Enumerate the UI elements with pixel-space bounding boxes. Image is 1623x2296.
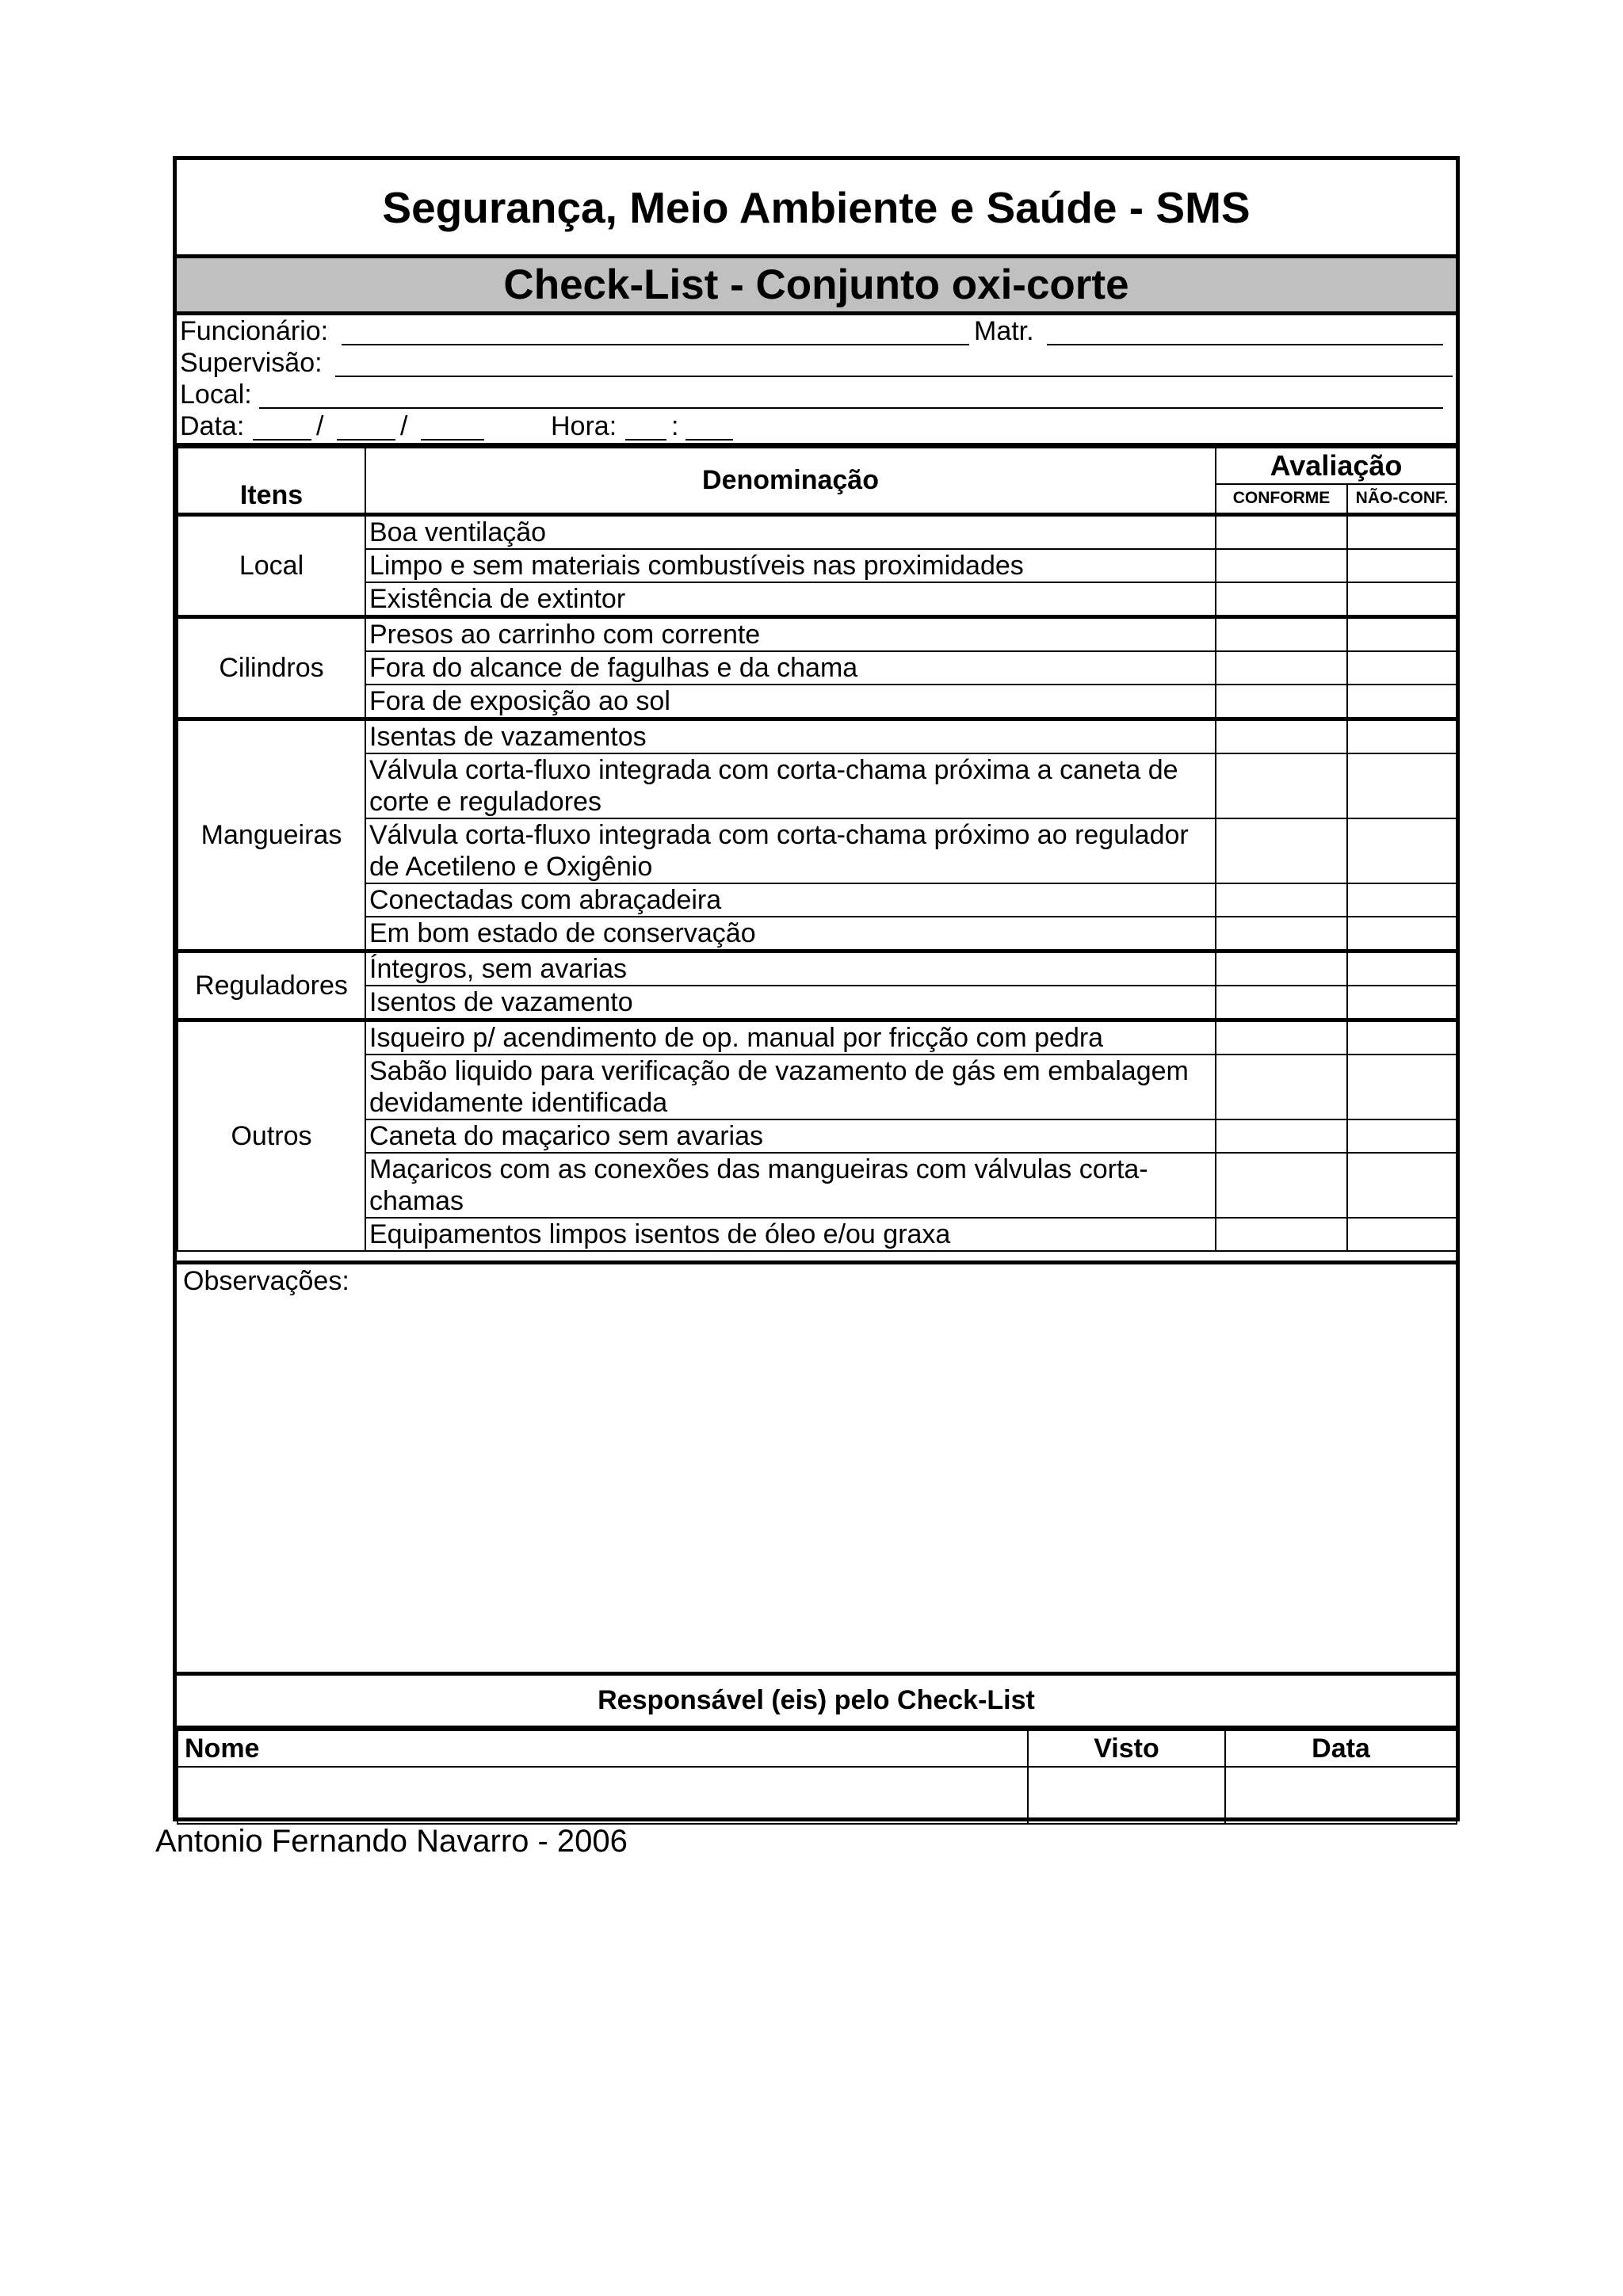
- funcionario-label: Funcionário:: [180, 316, 329, 346]
- data-label: Data:: [180, 411, 245, 441]
- visto-cell[interactable]: [1028, 1767, 1225, 1824]
- data-separator: /: [400, 411, 408, 441]
- observacoes-label: Observações:: [183, 1266, 349, 1296]
- nao-conforme-checkbox[interactable]: [1347, 1055, 1457, 1119]
- nao-conforme-checkbox[interactable]: [1347, 651, 1457, 685]
- hora-separator: :: [671, 411, 679, 441]
- nao-conforme-checkbox[interactable]: [1347, 883, 1457, 917]
- nao-conforme-checkbox[interactable]: [1347, 917, 1457, 952]
- author-footer: Antonio Fernando Navarro - 2006: [155, 1824, 628, 1859]
- conforme-checkbox[interactable]: [1216, 549, 1347, 582]
- table-row: [178, 818, 1457, 883]
- conforme-checkbox[interactable]: [1216, 1055, 1347, 1119]
- supervisao-label: Supervisão:: [180, 348, 323, 378]
- group-name: Local: [178, 514, 365, 616]
- conforme-checkbox[interactable]: [1216, 616, 1347, 651]
- data-month-line[interactable]: [337, 439, 395, 441]
- table-row: [178, 1218, 1457, 1251]
- conforme-checkbox[interactable]: [1216, 1218, 1347, 1251]
- nao-conforme-checkbox[interactable]: [1347, 1020, 1457, 1055]
- nao-conforme-checkbox[interactable]: [1347, 986, 1457, 1020]
- conforme-checkbox[interactable]: [1216, 514, 1347, 549]
- table-row: [178, 582, 1457, 617]
- matr-line[interactable]: [1047, 344, 1443, 345]
- item-description: Presos ao carrinho com corrente: [365, 616, 1216, 651]
- conforme-checkbox[interactable]: [1216, 685, 1347, 719]
- observacoes-area[interactable]: [177, 1261, 1456, 1676]
- item-description: Fora de exposição ao sol: [365, 685, 1216, 719]
- group-name: Reguladores: [178, 951, 365, 1020]
- supervisao-line[interactable]: [335, 376, 1453, 377]
- table-row: [178, 986, 1457, 1020]
- nao-conforme-checkbox[interactable]: [1347, 951, 1457, 986]
- item-description: Existência de extintor: [365, 582, 1216, 617]
- group-name: Cilindros: [178, 616, 365, 719]
- item-description: Isentos de vazamento: [365, 986, 1216, 1020]
- data-cell[interactable]: [1225, 1767, 1457, 1824]
- nome-cell[interactable]: [178, 1767, 1028, 1824]
- item-description: Isentas de vazamentos: [365, 719, 1216, 753]
- hora-label: Hora:: [551, 411, 617, 441]
- table-row: [178, 651, 1457, 685]
- responsaveis-table: [177, 1730, 1457, 1825]
- nao-conforme-checkbox[interactable]: [1347, 818, 1457, 883]
- local-label: Local:: [180, 379, 252, 410]
- table-row: [178, 1153, 1457, 1218]
- item-description: Caneta do maçarico sem avarias: [365, 1119, 1216, 1153]
- nao-conforme-checkbox[interactable]: [1347, 582, 1457, 617]
- item-description: Válvula corta-fluxo integrada com corta-chama próxima a caneta de corte e reguladores: [365, 753, 1216, 818]
- col-header-data: Data: [1225, 1730, 1457, 1767]
- nao-conforme-checkbox[interactable]: [1347, 685, 1457, 719]
- item-description: Fora do alcance de fagulhas e da chama: [365, 651, 1216, 685]
- checklist-table: [177, 447, 1457, 1252]
- col-header-nome: Nome: [178, 1730, 1028, 1767]
- table-row: [178, 719, 1457, 753]
- col-header-visto: Visto: [1028, 1730, 1225, 1767]
- checklist-sheet: [173, 156, 1460, 1821]
- conforme-checkbox[interactable]: [1216, 719, 1347, 753]
- conforme-checkbox[interactable]: [1216, 582, 1347, 617]
- item-description: Em bom estado de conservação: [365, 917, 1216, 952]
- table-row: [178, 616, 1457, 651]
- local-line[interactable]: [259, 407, 1443, 409]
- item-description: Limpo e sem materiais combustíveis nas proximidades: [365, 549, 1216, 582]
- col-header-itens: Itens: [178, 448, 365, 514]
- nao-conforme-checkbox[interactable]: [1347, 1218, 1457, 1251]
- page-title: Segurança, Meio Ambiente e Saúde - SMS: [177, 160, 1456, 258]
- conforme-checkbox[interactable]: [1216, 883, 1347, 917]
- conforme-checkbox[interactable]: [1216, 951, 1347, 986]
- group-name: Outros: [178, 1020, 365, 1251]
- item-description: Válvula corta-fluxo integrada com corta-chama próximo ao regulador de Acetileno e Oxigênio: [365, 818, 1216, 883]
- item-description: Sabão liquido para verificação de vazamento de gás em embalagem devidamente identificada: [365, 1055, 1216, 1119]
- item-description: Maçaricos com as conexões das mangueiras com válvulas corta-chamas: [365, 1153, 1216, 1218]
- responsaveis-title: Responsável (eis) pelo Check-List: [177, 1676, 1456, 1730]
- item-description: Isqueiro p/ acendimento de op. manual por fricção com pedra: [365, 1020, 1216, 1055]
- nao-conforme-checkbox[interactable]: [1347, 753, 1457, 818]
- col-header-conforme: CONFORME: [1216, 484, 1347, 514]
- table-row: [178, 514, 1457, 549]
- data-separator: /: [316, 411, 324, 441]
- table-row: [178, 549, 1457, 582]
- data-year-line[interactable]: [421, 439, 484, 441]
- table-row: [178, 917, 1457, 952]
- nao-conforme-checkbox[interactable]: [1347, 719, 1457, 753]
- conforme-checkbox[interactable]: [1216, 917, 1347, 952]
- conforme-checkbox[interactable]: [1216, 1020, 1347, 1055]
- item-description: Íntegros, sem avarias: [365, 951, 1216, 986]
- nao-conforme-checkbox[interactable]: [1347, 616, 1457, 651]
- table-row: [178, 883, 1457, 917]
- table-row: [178, 1020, 1457, 1055]
- conforme-checkbox[interactable]: [1216, 1119, 1347, 1153]
- col-header-avaliacao: Avaliação: [1216, 448, 1457, 484]
- data-day-line[interactable]: [253, 439, 311, 441]
- identification-fields: [177, 315, 1456, 447]
- table-row: [178, 753, 1457, 818]
- matr-label: Matr.: [974, 316, 1034, 346]
- checklist-body: [178, 514, 1457, 1251]
- hora-minute-line[interactable]: [685, 439, 733, 441]
- table-row: [178, 1055, 1457, 1119]
- table-row: [178, 1119, 1457, 1153]
- conforme-checkbox[interactable]: [1216, 651, 1347, 685]
- nao-conforme-checkbox[interactable]: [1347, 514, 1457, 549]
- nao-conforme-checkbox[interactable]: [1347, 1119, 1457, 1153]
- checklist-subtitle: Check-List - Conjunto oxi-corte: [177, 258, 1456, 315]
- col-header-denominacao: Denominação: [365, 448, 1216, 514]
- table-row: [178, 685, 1457, 719]
- nao-conforme-checkbox[interactable]: [1347, 549, 1457, 582]
- hora-hour-line[interactable]: [625, 439, 666, 441]
- funcionario-line[interactable]: [342, 344, 969, 345]
- item-description: Equipamentos limpos isentos de óleo e/ou graxa: [365, 1218, 1216, 1251]
- item-description: Boa ventilação: [365, 514, 1216, 549]
- table-row: [178, 951, 1457, 986]
- conforme-checkbox[interactable]: [1216, 1153, 1347, 1218]
- item-description: Conectadas com abraçadeira: [365, 883, 1216, 917]
- conforme-checkbox[interactable]: [1216, 753, 1347, 818]
- conforme-checkbox[interactable]: [1216, 818, 1347, 883]
- conforme-checkbox[interactable]: [1216, 986, 1347, 1020]
- nao-conforme-checkbox[interactable]: [1347, 1153, 1457, 1218]
- col-header-nao-conf: NÃO-CONF.: [1347, 484, 1457, 514]
- group-name: Mangueiras: [178, 719, 365, 951]
